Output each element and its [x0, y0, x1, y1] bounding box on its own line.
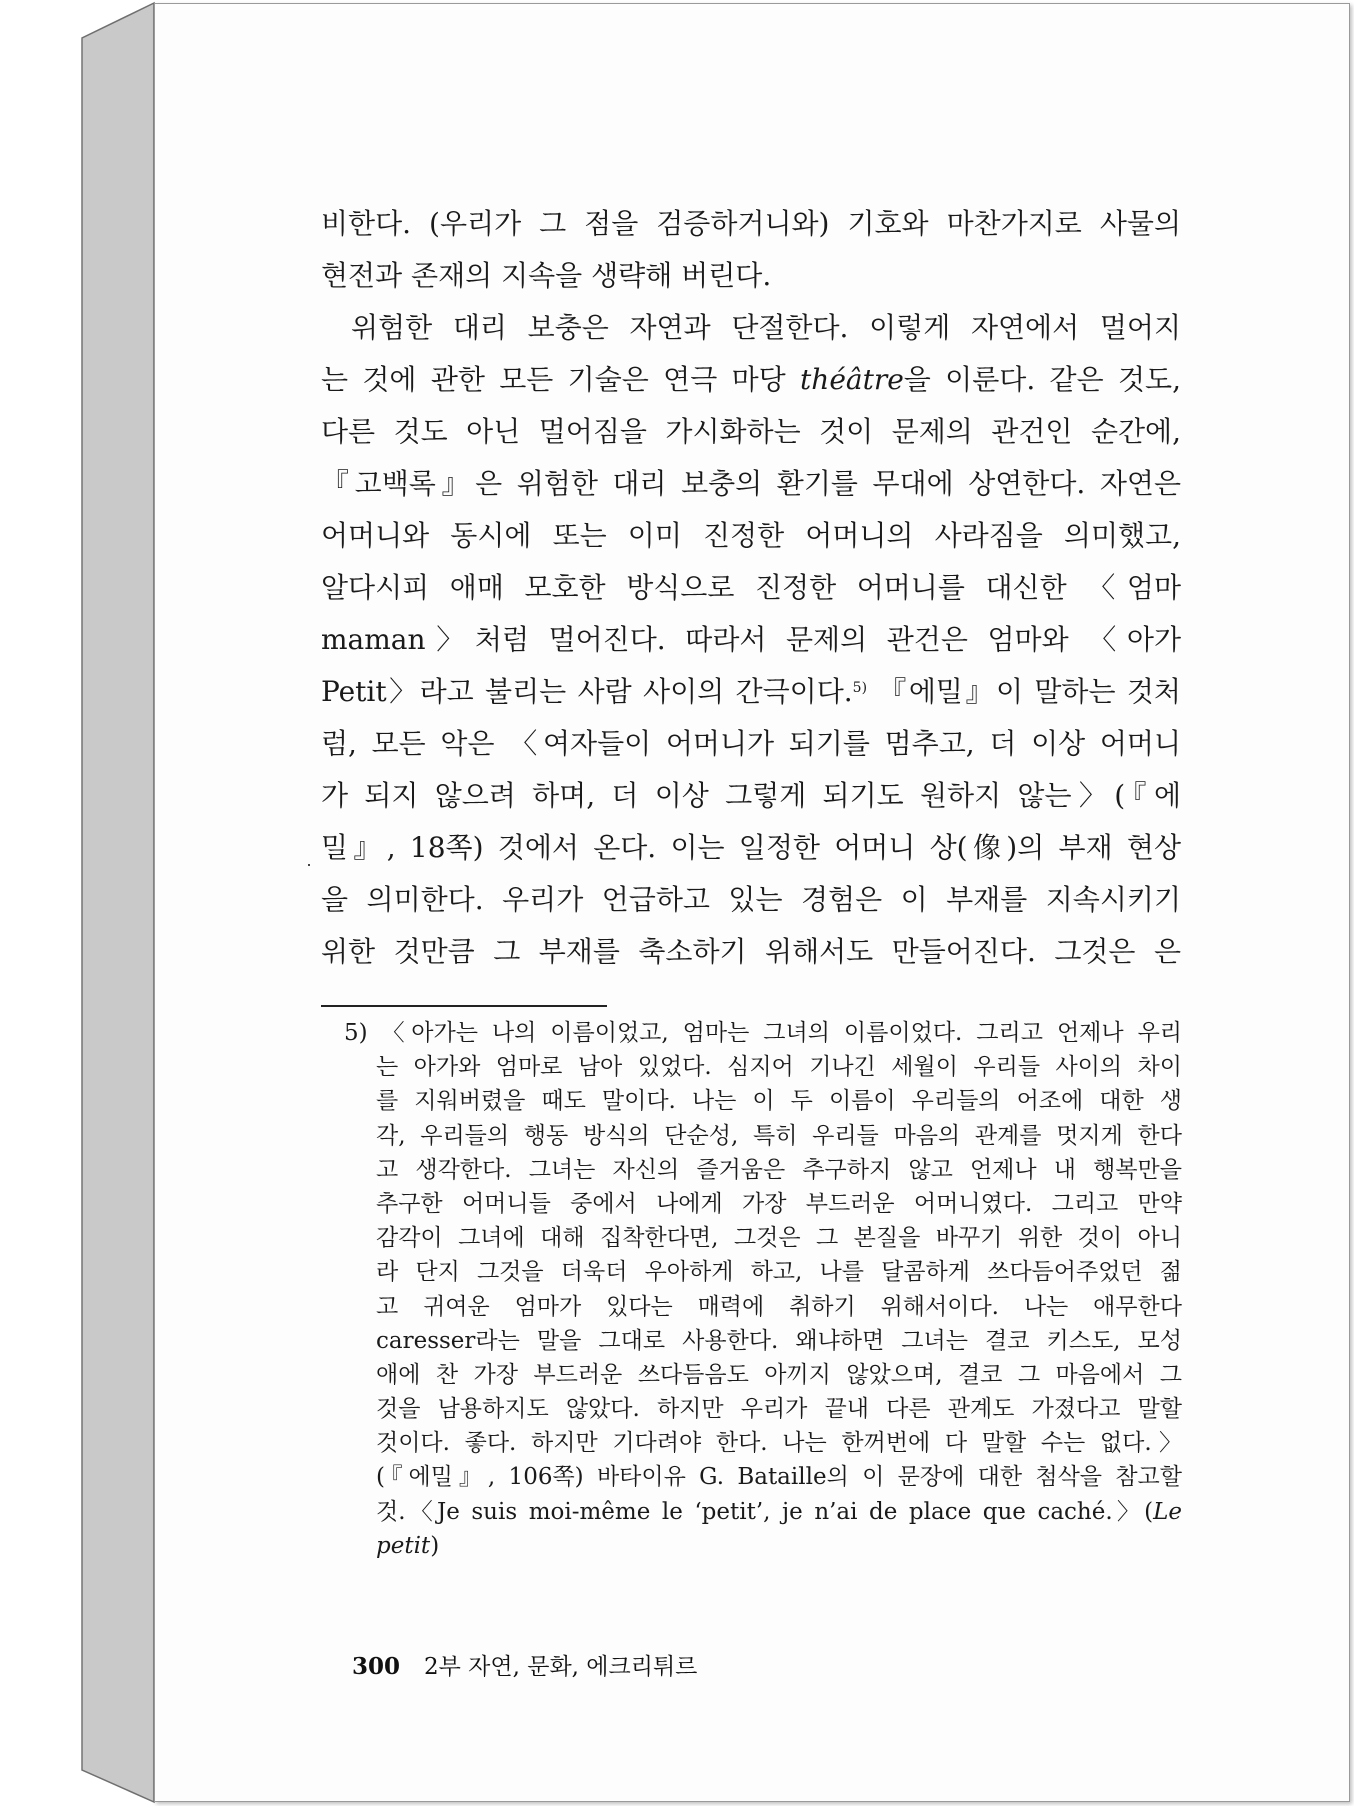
page-number: 300 — [352, 1653, 401, 1680]
italic-title: Le — [1153, 1498, 1182, 1525]
footnote-line: 것을 남용하지도 않았다. 하지만 우리가 끝내 다른 관계도 가졌다고 말할 — [376, 1396, 1182, 1423]
footnote-line: 는 아가와 엄마로 남아 있었다. 심지어 기나긴 세월이 우리들 사이의 차이 — [376, 1054, 1182, 1081]
text-line: 을 의미한다. 우리가 언급하고 있는 경험은 이 부재를 지속시키기 — [321, 883, 1181, 916]
text-line: 위한 것만큼 그 부재를 축소하기 위해서도 만들어진다. 그것은 은 — [321, 935, 1181, 968]
italic-title: petit — [376, 1532, 431, 1559]
italic-term: théâtre — [800, 363, 904, 396]
text-line: 가 되지 않으려 하며, 더 이상 그렇게 되기도 원하지 않는〉(『에 — [321, 779, 1181, 812]
footnote-line: 것이다. 좋다. 하지만 기다려야 한다. 나는 한꺼번에 다 말할 수는 없다.〉 — [376, 1430, 1182, 1457]
footnote-line: 고 생각한다. 그녀는 자신의 즐거움은 추구하지 않고 언제나 내 행복만을 — [376, 1156, 1182, 1183]
footnote-divider — [321, 1005, 607, 1007]
footnote-line: 애에 찬 가장 부드러운 쓰다듬음도 아끼지 않았으며, 결코 그 마음에서 그 — [376, 1361, 1182, 1388]
scan-speck — [308, 864, 310, 866]
text-line: 비한다. (우리가 그 점을 검증하거니와) 기호와 마찬가지로 사물의 — [321, 207, 1181, 240]
footnote-line: petit) — [376, 1532, 440, 1559]
text-line: 는 것에 관한 모든 기술은 연극 마당 théâtre을 이룬다. 같은 것도, — [321, 363, 1181, 396]
footnote-line: 를 지워버렸을 때도 말이다. 나는 이 두 이름이 우리들의 어조에 대한 생 — [376, 1088, 1182, 1115]
footnote-ref: 5) — [852, 680, 868, 696]
text-line: 어머니와 동시에 또는 이미 진정한 어머니의 사라짐을 의미했고, — [321, 519, 1181, 552]
footnote-line: 감각이 그녀에 대해 집착한다면, 그것은 그 본질을 바꾸기 위한 것이 아니 — [376, 1225, 1182, 1252]
text-line: 다른 것도 아닌 멀어짐을 가시화하는 것이 문제의 관건인 순간에, — [321, 415, 1181, 448]
text-line: maman〉처럼 멀어진다. 따라서 문제의 관건은 엄마와 〈아가 — [321, 623, 1181, 656]
text-line: 알다시피 애매 모호한 방식으로 진정한 어머니를 대신한 〈엄마 — [321, 571, 1181, 604]
text-line: Petit〉라고 불리는 사람 사이의 간극이다.$^{5)}$ 『에밀』이 말하는 것처 — [321, 675, 1181, 708]
running-head: 2부 자연, 문화, 에크리튀르 — [424, 1654, 698, 1680]
book-spine — [0, 0, 160, 1806]
text-line: 현전과 존재의 지속을 생략해 버린다. — [321, 259, 772, 292]
text-line: 럼, 모든 악은 〈여자들이 어머니가 되기를 멈추고, 더 이상 어머니 — [321, 727, 1181, 760]
footnote-marker: 5) — [344, 1020, 368, 1046]
text-line: 위험한 대리 보충은 자연과 단절한다. 이렇게 자연에서 멀어지 — [351, 311, 1181, 344]
footnote — [344, 1016, 1182, 1563]
footnote-line: 고 귀여운 엄마가 있다는 매력에 취하기 위해서이다. 나는 애무한다 — [376, 1293, 1182, 1320]
page-footer — [352, 1648, 697, 1681]
footnote-line: caresser라는 말을 그대로 사용한다. 왜냐하면 그녀는 결코 키스도, 모성 — [376, 1327, 1182, 1354]
text-line: 밀』, 18쪽) 것에서 온다. 이는 일정한 어머니 상(像)의 부재 현상 — [321, 831, 1181, 864]
footnote-line: 라 단지 그것을 더욱더 우아하게 하고, 나를 달콤하게 쓰다듬어주었던 젊 — [376, 1259, 1182, 1286]
footnote-line: 추구한 어머니들 중에서 나에게 가장 부드러운 어머니였다. 그리고 만약 — [376, 1190, 1182, 1217]
text-line: 『고백록』은 위험한 대리 보충의 환기를 무대에 상연한다. 자연은 — [321, 467, 1181, 500]
footnote-line: 각, 우리들의 행동 방식의 단순성, 특히 우리들 마음의 관계를 멋지게 한다 — [376, 1122, 1182, 1149]
footnote-line: (『에밀』, 106쪽) 바타이유 G. Bataille의 이 문장에 대한 첨삭을 참고할 — [376, 1464, 1182, 1491]
main-text — [321, 198, 1181, 978]
footnote-line: 것.〈Je suis moi-même le ‘petit’, je n’ai de place que caché.〉(Le — [376, 1498, 1182, 1525]
footnote-line: 5) 〈아가는 나의 이름이었고, 엄마는 그녀의 이름이었다. 그리고 언제나 우리 — [344, 1020, 1183, 1046]
